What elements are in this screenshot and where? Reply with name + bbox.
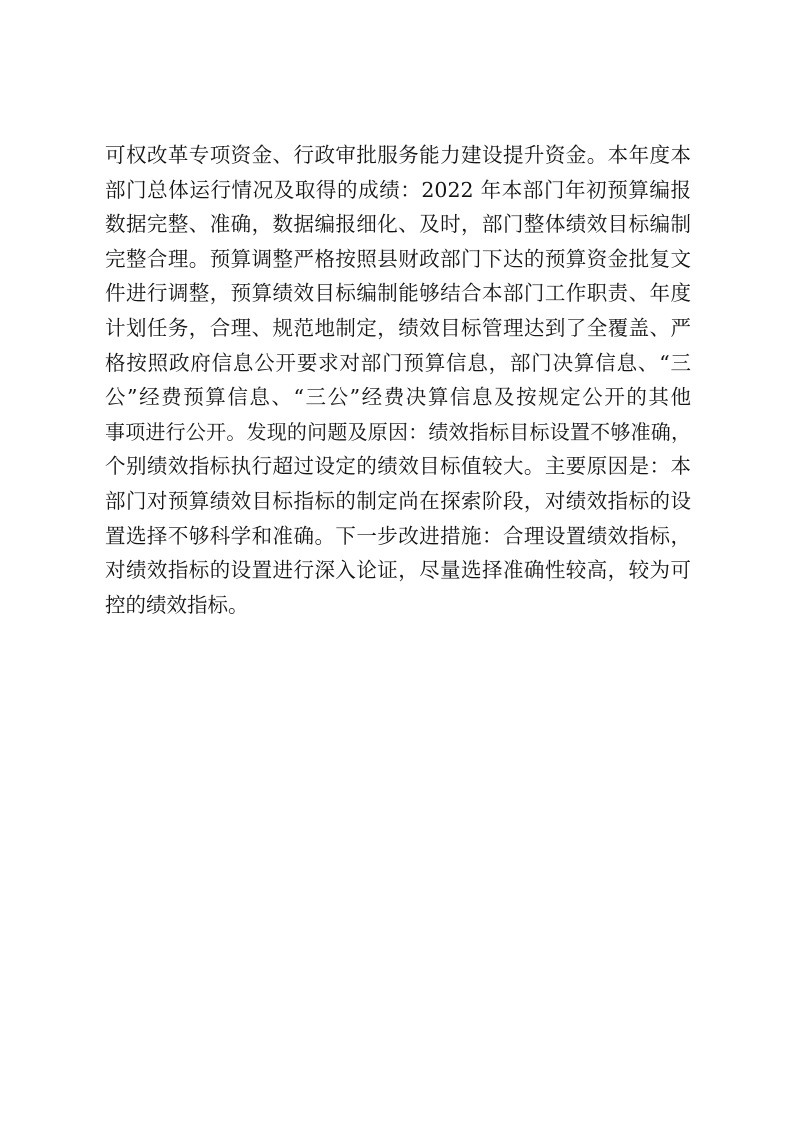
paragraph-line: 公”经费预算信息、“三公”经费决算信息及按规定公开的其他 (105, 385, 691, 410)
paragraph-line: 计划任务，合理、规范地制定，绩效目标管理达到了全覆盖、严 (105, 315, 691, 340)
body-paragraph (105, 138, 691, 622)
paragraph-line: 可权改革专项资金、行政审批服务能力建设提升资金。本年度本 (105, 143, 691, 167)
paragraph-line: 完整合理。预算调整严格按照县财政部门下达的预算资金批复文 (105, 246, 691, 271)
paragraph-line: 事项进行公开。发现的问题及原因：绩效指标目标设置不够准确， (105, 419, 691, 444)
paragraph-line: 格按照政府信息公开要求对部门预算信息，部门决算信息、“三 (105, 350, 691, 375)
paragraph-line: 部门总体运行情况及取得的成绩：2022 年本部门年初预算编报 (105, 177, 691, 202)
paragraph-line: 件进行调整，预算绩效目标编制能够结合本部门工作职责、年度 (105, 281, 691, 306)
paragraph-line: 数据完整、准确，数据编报细化、及时，部门整体绩效目标编制 (105, 212, 691, 237)
paragraph-line: 置选择不够科学和准确。下一步改进措施：合理设置绩效指标， (105, 523, 691, 548)
paragraph-line: 部门对预算绩效目标指标的制定尚在探索阶段，对绩效指标的设 (105, 488, 691, 513)
paragraph-line: 对绩效指标的设置进行深入论证，尽量选择准确性较高，较为可 (105, 558, 691, 583)
paragraph-line: 控的绩效指标。 (105, 592, 249, 617)
paragraph-line: 个别绩效指标执行超过设定的绩效目标值较大。主要原因是：本 (105, 454, 691, 479)
